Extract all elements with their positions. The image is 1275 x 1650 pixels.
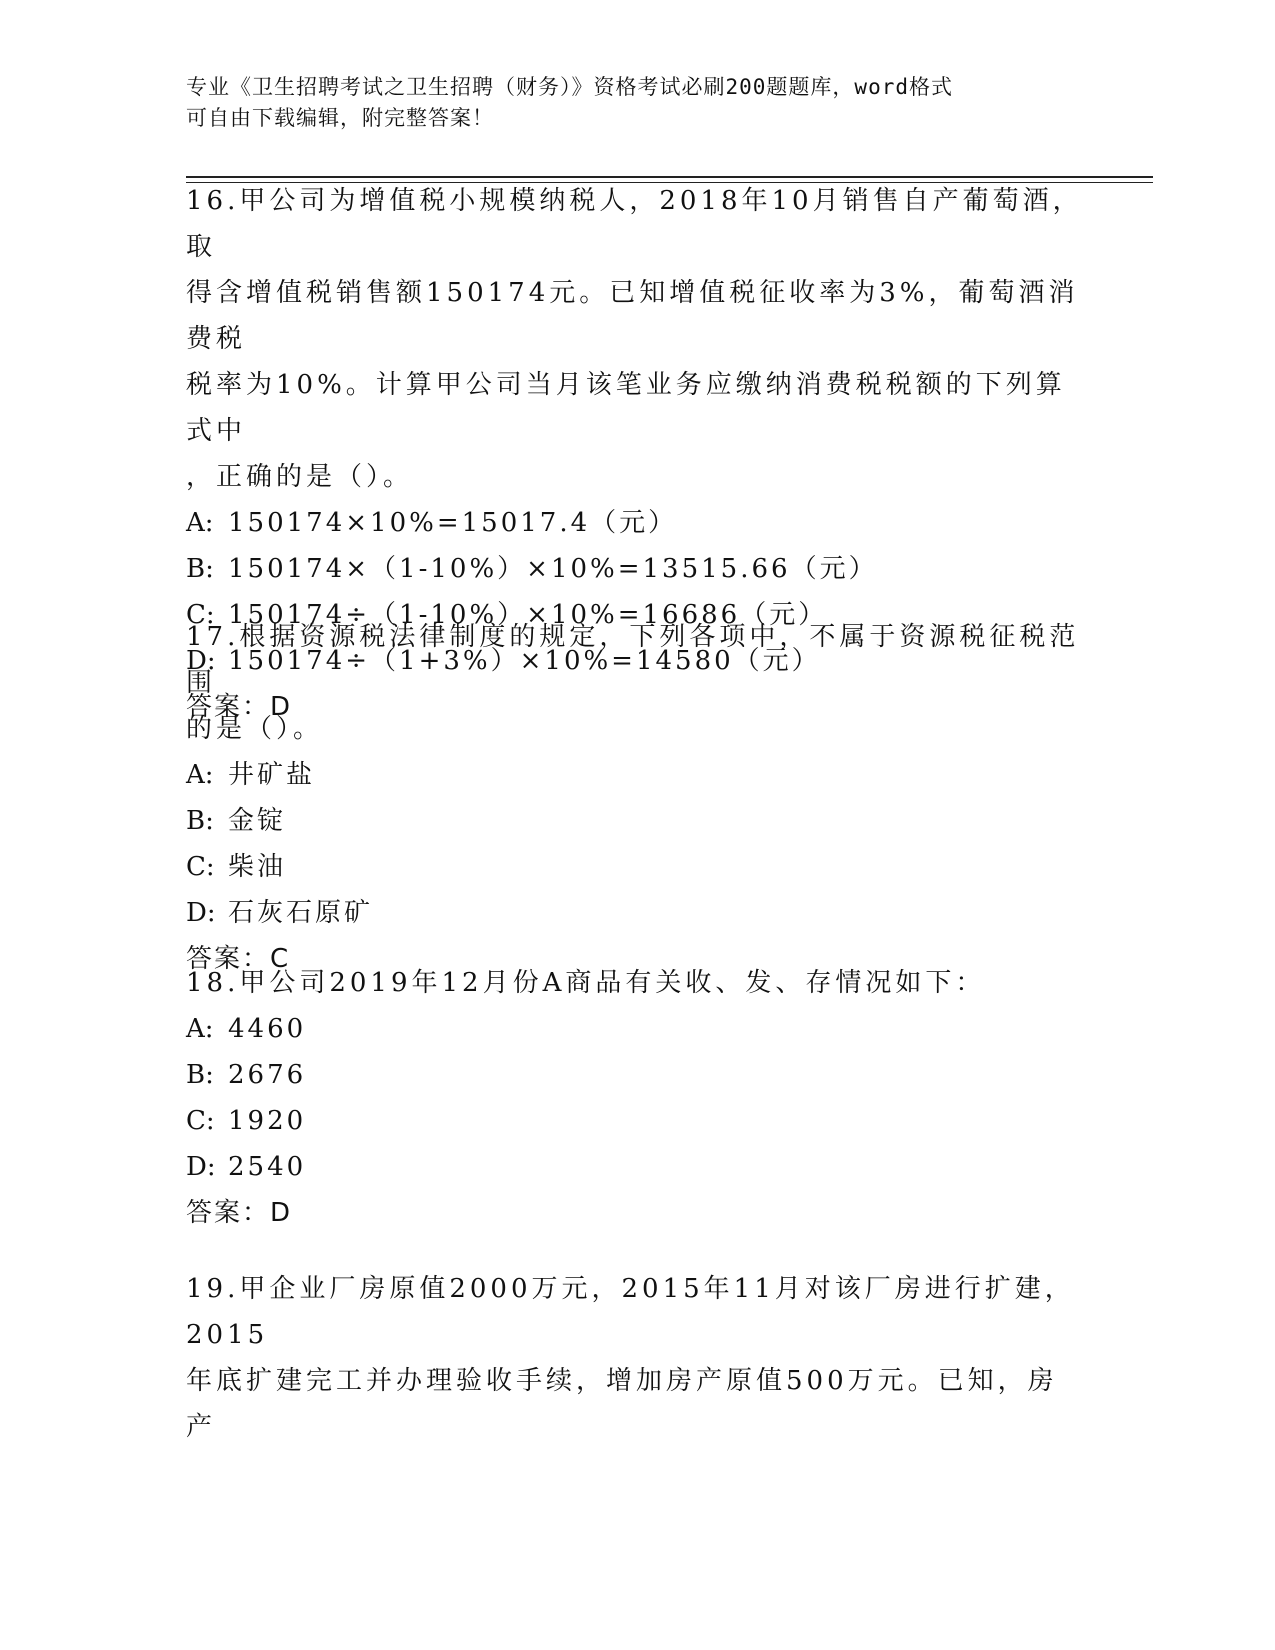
question-text-line: 的是（）。 [186, 714, 324, 744]
option-a: A: 150174×10%=15017.4（元） [186, 508, 678, 538]
answer: 答案：D [186, 692, 293, 722]
question-19 [186, 1266, 1086, 1450]
option-b: B: 2676 [186, 1060, 307, 1090]
question-text-line: 年底扩建完工并办理验收手续，增加房产原值500万元。已知，房产 [186, 1366, 1058, 1442]
question-text-line: 18.甲公司2019年12月份A商品有关收、发、存情况如下： [186, 968, 986, 998]
option-d: D: 石灰石原矿 [186, 898, 374, 928]
option-b: B: 150174×（1-10%）×10%=13515.66（元） [186, 554, 878, 584]
option-d: D: 2540 [186, 1152, 307, 1182]
option-c: C: 150174÷（1-10%）×10%=16686（元） [186, 600, 828, 630]
question-text-line: 17.根据资源税法律制度的规定，下列各项中，不属于资源税征税范围 [186, 622, 1080, 698]
option-c: C: 柴油 [186, 852, 287, 882]
option-b: B: 金锭 [186, 806, 287, 836]
question-text-line: ，正确的是（）。 [186, 462, 414, 492]
question-text-line: 得含增值税销售额150174元。已知增值税征收率为3%，葡萄酒消费税 [186, 278, 1079, 354]
option-a: A: 4460 [186, 1014, 307, 1044]
document-header [186, 72, 1066, 134]
header-line-2: 可自由下载编辑，附完整答案！ [186, 106, 494, 130]
question-text-line: 19.甲企业厂房原值2000万元，2015年11月对该厂房进行扩建，2015 [186, 1274, 1075, 1350]
option-d: D: 150174÷（1+3%）×10%=14580（元） [186, 646, 821, 676]
question-17 [186, 614, 1086, 982]
header-line-1: 专业《卫生招聘考试之卫生招聘（财务）》资格考试必刷200题题库，word格式 [186, 75, 953, 99]
answer: 答案：D [186, 1198, 293, 1228]
answer: 答案：C [186, 944, 291, 974]
option-c: C: 1920 [186, 1106, 307, 1136]
question-text-line: 税率为10%。计算甲公司当月该笔业务应缴纳消费税税额的下列算式中 [186, 370, 1066, 446]
question-18 [186, 960, 1086, 1236]
option-a: A: 井矿盐 [186, 760, 316, 790]
question-text-line: 16.甲公司为增值税小规模纳税人，2018年10月销售自产葡萄酒，取 [186, 186, 1083, 262]
